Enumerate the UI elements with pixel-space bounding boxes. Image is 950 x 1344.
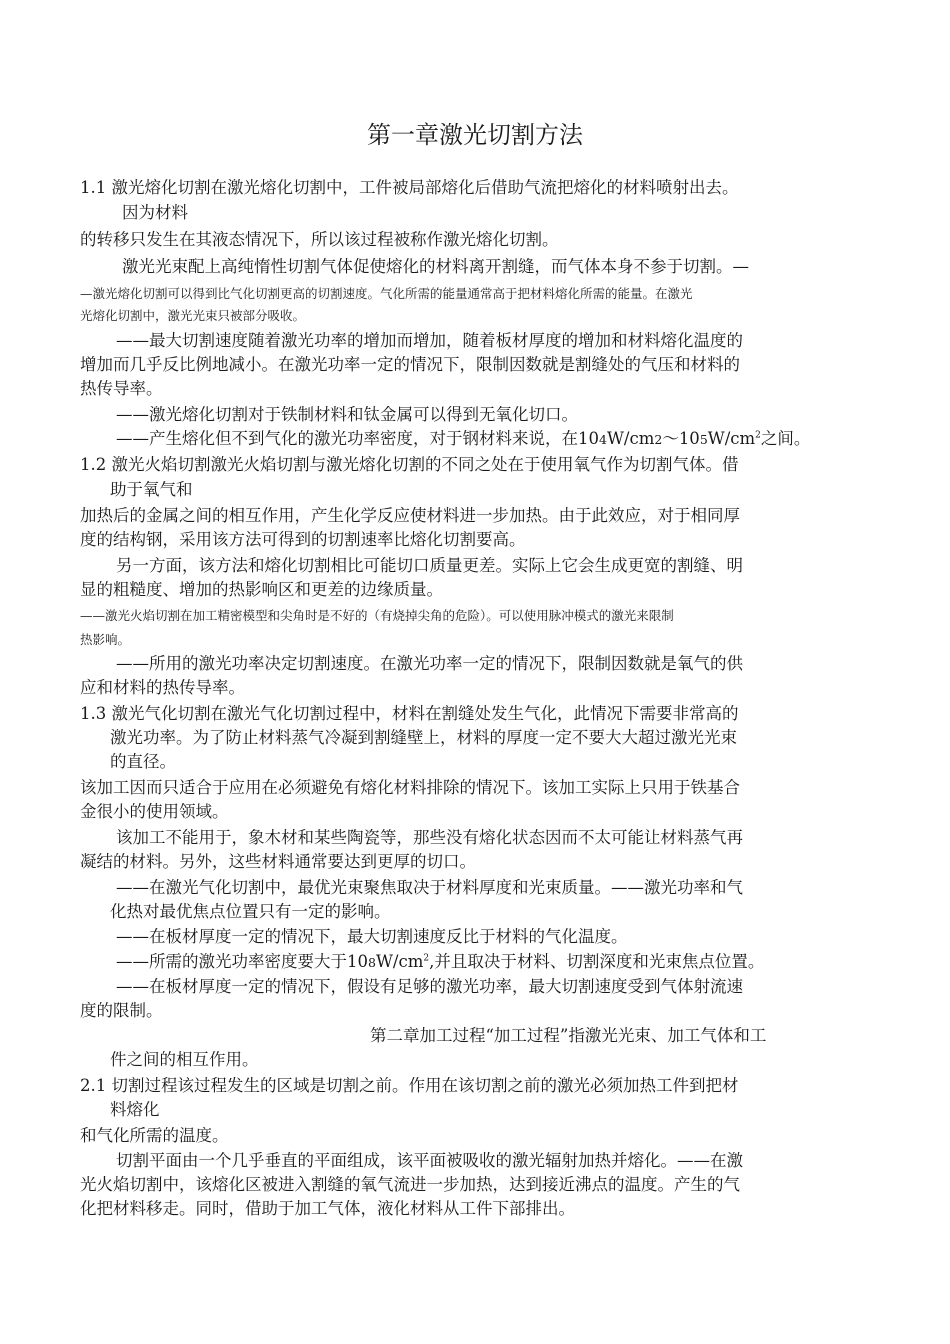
text-line: ——激光火焰切割在加工精密模型和尖角时是不好的（有烧掉尖角的危险）。可以使用脉冲模式的激光来限制 [80,608,674,623]
formula-exponent: 2 [755,430,761,441]
text-line: 激光功率。为了防止材料蒸气冷凝到割缝壁上，材料的厚度一定不要大大超过激光光束 [110,728,737,747]
formula-number: 10 [347,952,368,971]
text-line: 该加工因而只适合于应用在必须避免有熔化材料排除的情况下。该加工实际上只用于铁基合 [80,778,740,797]
text-line: ——所用的激光功率决定切割速度。在激光功率一定的情况下，限制因数就是氧气的供 [116,654,743,673]
formula-unit: W/cm [375,952,424,971]
text-line: 化热对最优焦点位置只有一定的影响。 [110,902,391,921]
text-line: 的直径。 [110,752,176,771]
formula-exponent: 4 [599,432,607,447]
page-title: 第一章激光切割方法 [367,121,583,149]
text-line: 和气化所需的温度。 [80,1126,229,1145]
formula-unit: W/cm [606,429,655,448]
text-line: 另一方面，该方法和熔化切割相比可能切口质量更差。实际上它会生成更宽的割缝、明 [116,556,743,575]
text-segment: ——产生熔化但不到气化的激光功率密度，对于钢材料来说，在 [116,429,578,448]
formula-number: ～10 [662,429,700,448]
formula-exponent: 5 [699,432,708,447]
text-line: 加热后的金属之间的相互作用，产生化学反应使材料进一步加热。由于此效应，对于相同厚 [80,506,740,525]
text-segment: ,并且取决于材料、切割深度和光束焦点位置。 [429,952,765,971]
text-line: ——激光熔化切割对于铁制材料和钛金属可以得到无氧化切口。 [116,405,578,424]
chapter-heading: 第二章加工过程“加工过程”指激光光束、加工气体和工 [370,1026,767,1045]
text-line: 度的限制。 [80,1001,163,1020]
text-segment: 之间。 [760,429,811,448]
text-line: 该加工不能用于，象木材和某些陶瓷等，那些没有熔化状态因而不太可能让材料蒸气再 [116,828,743,847]
text-line: 化把材料移走。同时，借助于加工气体，液化材料从工件下部排出。 [80,1199,575,1218]
text-line: 料熔化 [110,1100,160,1119]
formula-exponent: 8 [368,955,376,970]
text-line: 热传导率。 [80,379,163,398]
text-line: 光火焰切割中，该熔化区被进入割缝的氧气流进一步加热，达到接近沸点的温度。产生的气 [80,1175,740,1194]
text-line: 切割平面由一个几乎垂直的平面组成，该平面被吸收的激光辐射加热并熔化。——在激 [116,1151,743,1170]
text-line: 因为材料 [122,203,188,222]
text-line: 件之间的相互作用。 [110,1050,259,1069]
text-line: 激光光束配上高纯惰性切割气体促使熔化的材料离开割缝，而气体本身不参于切割。— [122,257,749,276]
text-line: 1.2 激光火焰切割激光火焰切割与激光熔化切割的不同之处在于使用氧气作为切割气体。借 [80,455,739,474]
text-line: 显的粗糙度、增加的热影响区和更差的边缘质量。 [80,580,443,599]
text-line: ——在板材厚度一定的情况下，假设有足够的激光功率，最大切割速度受到气体射流速 [116,977,743,996]
text-line: 1.1 激光熔化切割在激光熔化切割中，工件被局部熔化后借助气流把熔化的材料喷射出去。 [80,178,739,197]
text-line: ——在板材厚度一定的情况下，最大切割速度反比于材料的气化温度。 [116,927,628,946]
text-line: ——最大切割速度随着激光功率的增加而增加，随着板材厚度的增加和材料熔化温度的 [116,331,743,350]
text-line: 应和材料的热传导率。 [80,678,245,697]
text-line: ——在激光气化切割中，最优光束聚焦取决于材料厚度和光束质量。——激光功率和气 [116,878,743,897]
formula-number: 10 [578,429,599,448]
text-line-formula [116,951,764,974]
formula-unit: W/cm [707,429,756,448]
text-line: 增加而几乎反比例地减小。在激光功率一定的情况下，限制因数就是割缝处的气压和材料的 [80,355,740,374]
text-segment: ——所需的激光功率密度要大于 [116,952,347,971]
text-line: 1.3 激光气化切割在激光气化切割过程中，材料在割缝处发生气化，此情况下需要非常高的 [80,704,739,723]
text-line: —激光熔化切割可以得到比气化切割更高的切割速度。气化所需的能量通常高于把材料熔化所需的能量。在激光 [80,286,693,301]
text-line: 度的结构钢，采用该方法可得到的切割速率比熔化切割要高。 [80,530,526,549]
text-line: 的转移只发生在其液态情况下，所以该过程被称作激光熔化切割。 [80,230,559,249]
formula-exponent: 2 [654,432,663,447]
text-line: 金很小的使用领域。 [80,802,229,821]
formula-exponent: 2 [423,953,430,964]
text-line: 2.1 切割过程该过程发生的区域是切割之前。作用在该切割之前的激光必须加热工件到把材 [80,1076,739,1095]
text-line: 热影响。 [80,632,131,647]
text-line-formula [116,428,810,451]
text-line: 助于氧气和 [110,480,193,499]
text-line: 凝结的材料。另外，这些材料通常要达到更厚的切口。 [80,852,476,871]
text-line: 光熔化切割中，激光光束只被部分吸收。 [80,308,306,323]
